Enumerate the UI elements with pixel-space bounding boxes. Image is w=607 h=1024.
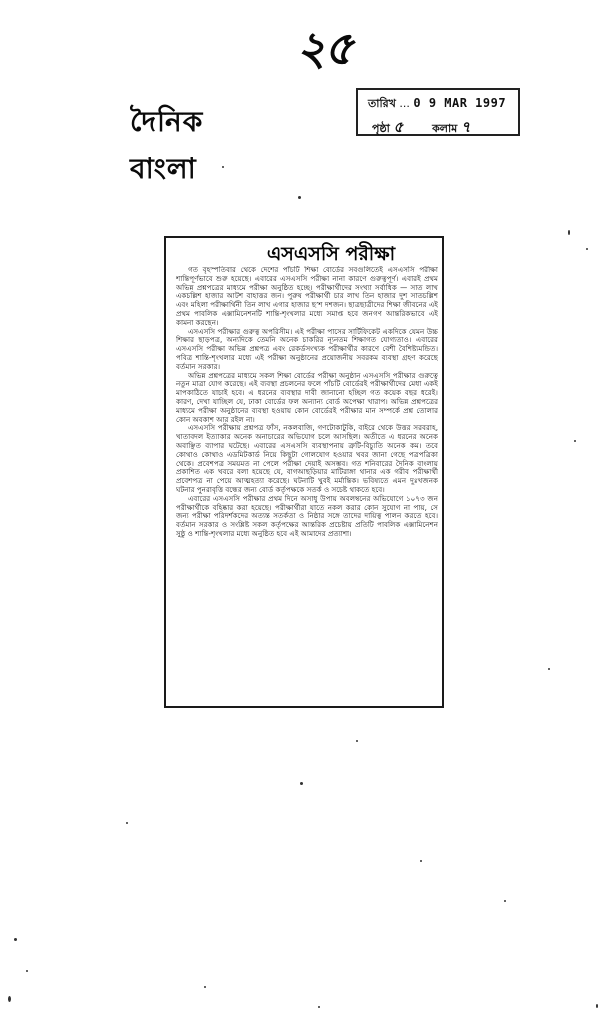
scan-speck: [586, 248, 588, 250]
stamp-page-value: ৫: [393, 118, 404, 136]
scan-speck: [574, 440, 576, 442]
scan-speck: [222, 166, 224, 168]
scan-speck: [204, 986, 206, 988]
article-paragraph: গত বৃহস্পতিবার থেকে দেশের পাঁচটি শিক্ষা বোর্ডের সবগুলিতেই এসএসসি পরীক্ষা শান্তিপূর্ণভাবে শুরু হয়েছে। এবারের এসএসসি পরীক্ষা নানা কারণে গুরুত্বপূর্ণ। এবারই প্রথম অভিন্ন প্রশ্নপত্রের মাধ্যমে পরীক্ষা অনুষ্ঠিত হচ্ছে। পরীক্ষার্থীদের সংখ্যা সর্বাধিক — সাত লাখ একচল্লিশ হাজার আটশ বাহাত্তর জন। পুরুষ পরীক্ষার্থী চার লাখ তিন হাজার দুশ সাতচল্লিশ এবং মহিলা পরীক্ষার্থিনী তিন লাখ এগার হাজার ছ’শ দশজন। ছাত্রছাত্রীদের শিক্ষা জীবনের এই প্রথম পাবলিক এক্সামিনেশনটি শান্তি-শৃংখলার মধ্যে সমাপ্ত হবে জনগণ আন্তরিকভাবে এই কামনা করছেন।: [176, 266, 438, 327]
stamp-date-row: তারিখ ... 0 9 MAR 1997: [368, 96, 507, 110]
stamp-column-label: কলাম: [432, 122, 458, 135]
handwritten-page-number: ২৫: [296, 21, 352, 75]
scan-speck: [8, 996, 11, 1002]
editorial-body: [176, 266, 438, 702]
editorial-title: এসএসসি পরীক্ষা: [266, 243, 396, 265]
newspaper-masthead: দৈনিক বাংলা: [130, 105, 204, 185]
stamp-date-value: 0 9 MAR 1997: [413, 96, 507, 110]
stamp-page-row: [372, 116, 512, 141]
scan-speck: [126, 822, 128, 824]
article-paragraph: এসএসসি পরীক্ষার গুরুত্ব অপরিসীম। এই পরীক্ষা পাসের সার্টিফিকেট একদিকে যেমন উচ্চ শিক্ষার ছাড়পত্র, অন্যদিকে তেমনি অনেক চাকরির ন্যূনতম শিক্ষাগত যোগ্যতাও। এবারের এসএসসি পরীক্ষা অভিন্ন প্রশ্নপত্র এবং রেকর্ডসংখ্যক পরীক্ষার্থীর কারণে বেশী বৈশিষ্ট্যমন্ডিত। পবিত্র শান্তি-শৃংখলার মধ্যে এই পরীক্ষা অনুষ্ঠানের প্রয়োজনীয় সবরকম ব্যবস্থা গ্রহণ করেছে বর্তমান সরকার।: [176, 326, 438, 371]
archive-stamp: [356, 88, 520, 136]
newspaper-clipping: [164, 236, 444, 708]
stamp-column-value: ৭: [460, 118, 471, 136]
scan-speck: [14, 938, 17, 941]
article-paragraph: এসএসসি পরীক্ষায় প্রশ্নপত্র ফাঁস, নকলবাজি, গণটোকাটুকি, বাইরে থেকে উত্তর সরবরাহ, খাতাবদল ইত্যাকার অনেক অনাচারের অভিযোগ চলে আসছিল। অতীতে এ ধরনের অনেক অবাঞ্ছিত ব্যাপার ঘটেছে। এবারের এসএসসি ব্যবস্থাপনায় ত্রুটি-বিচ্যুতি অনেক কম। তবে কোথাও কোথাও এডমিটকার্ড নিয়ে কিছুটা গোলযোগ হওয়ার খবর জানা গেছে পত্রপত্রিকা থেকে। প্রবেশপত্র সময়মত না পেলে পরীক্ষা দেয়াই অসম্ভব। গত শনিবারের দৈনিক বাংলায় প্রকাশিত এক খবরে বলা হয়েছে যে, বাগআছড়িয়ার মাটিরাঙ্গা থানার এক গরীব পরীক্ষার্থী প্রবেশপত্র না পেয়ে আত্মহত্যা করেছে। ঘটনাটি খুবই মর্মান্তিক। ভবিষ্যতে এমন দুঃখজনক ঘটনার পুনরাবৃত্তি বন্ধের জন্য বোর্ড কর্তৃপক্ষকে সতর্ক ও সচেষ্ট থাকতে হবে।: [176, 423, 438, 494]
scan-speck: [568, 230, 570, 235]
stamp-page-label: পৃষ্ঠা: [372, 122, 390, 135]
scan-speck: [298, 196, 301, 199]
scan-speck: [26, 970, 28, 972]
scan-speck: [420, 860, 422, 862]
stamp-date-label: তারিখ: [368, 97, 396, 110]
scan-speck: [548, 668, 550, 670]
article-paragraph: এবারের এসএসসি পরীক্ষার প্রথম দিনে অসাধু উপায় অবলম্বনের অভিযোগে ১০৭৩ জন পরীক্ষার্থীকে বহিষ্কার করা হয়েছে। পরীক্ষার্থীরা যাতে নকল করার কোন সুযোগ না পায়, সে জন্য পরীক্ষা পরিদর্শকদের অত্যন্ত সতর্কতা ও নিষ্ঠার সঙ্গে তাদের দায়িত্ব পালন করতে হবে। বর্তমান সরকার ও সংশ্লিষ্ট সকল কর্তৃপক্ষের আন্তরিক প্রচেষ্টায় প্রতিটি পাবলিক এক্সামিনেশন সুষ্ঠু ও শান্তি-শৃংখলার মধ্যে অনুষ্ঠিত হবে এই আমাদের প্রত্যাশা।: [176, 493, 438, 538]
scan-speck: [596, 1004, 598, 1008]
article-paragraph: অভিন্ন প্রশ্নপত্রের মাধ্যমে সকল শিক্ষা বোর্ডের পরীক্ষা অনুষ্ঠান এসএসসি পরীক্ষার গুরুত্বে নতুন মাত্রা যোগ করেছে। এই ব্যবস্থা প্রচলনের ফলে পাঁচটি বোর্ডেরই পরীক্ষার্থীদের মেধা একই মাপকাঠিতে যাচাই হবে। এ ধরনের ব্যবস্থার দাবী জানানো হচ্ছিল গত কয়েক বছর ধরেই। কারণ, দেখা যাচ্ছিল যে, ঢাকা বোর্ডের ফল অন্যান্য বোর্ড অপেক্ষা খারাপ। অভিন্ন প্রশ্নপত্রের মাধ্যমে পরীক্ষা অনুষ্ঠানের ব্যবস্থা হওয়ায় কোন বোর্ডেরই পরীক্ষার মান সম্পর্কে প্রশ্ন তোলার কোন অবকাশ আর রইল না।: [176, 370, 438, 424]
scan-speck: [318, 1006, 320, 1008]
scan-speck: [356, 740, 358, 742]
scan-speck: [300, 782, 303, 785]
scan-speck: [504, 900, 506, 902]
